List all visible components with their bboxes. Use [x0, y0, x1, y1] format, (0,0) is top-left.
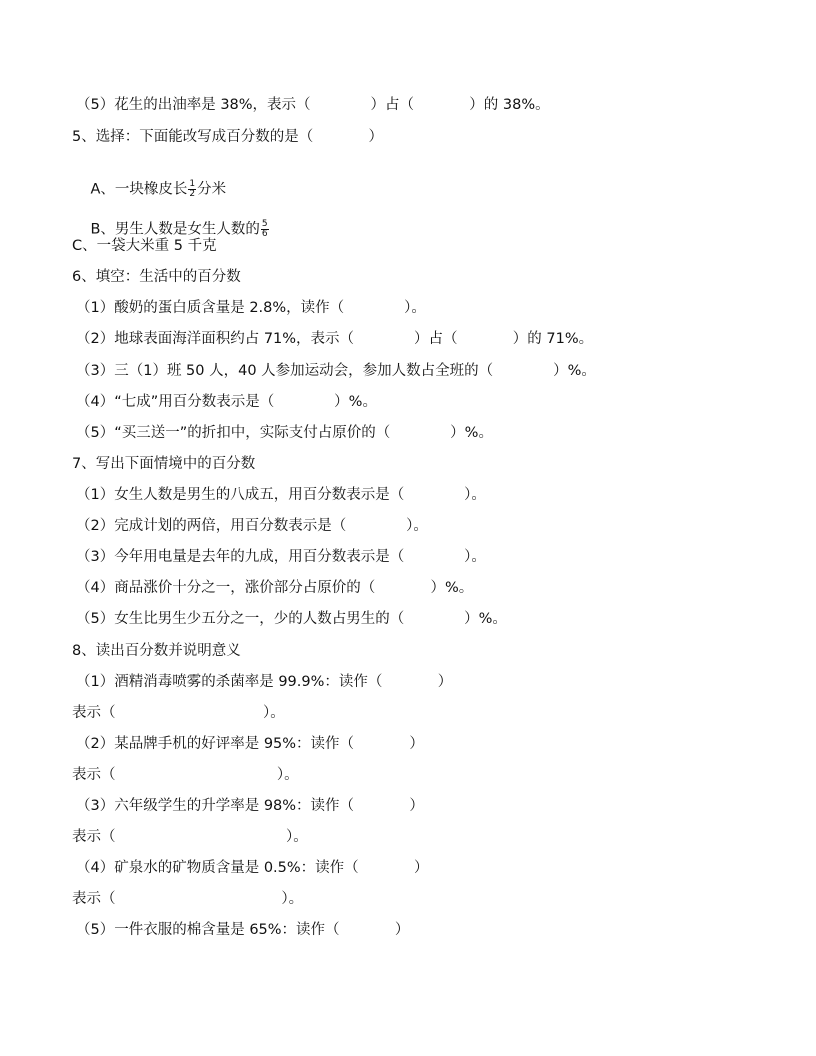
fraction-five-sixths [261, 220, 269, 239]
q6-item-4: （4）“七成”用百分数表示是（ ）%。 [76, 394, 377, 410]
q8-item-3-read: （3）六年级学生的升学率是 98%：读作（ ） [76, 798, 424, 814]
q7-heading: 7、写出下面情境中的百分数 [72, 456, 256, 472]
q6-item-3: （3）三（1）班 50 人，40 人参加运动会，参加人数占全班的（ ）%。 [76, 363, 596, 379]
q6-item-2: （2）地球表面海洋面积约占 71%，表示（ ）占（ ）的 71%。 [76, 331, 594, 347]
q8-heading: 8、读出百分数并说明意义 [72, 643, 241, 659]
fraction-numerator: 5 [261, 219, 268, 229]
option-b-text: B、男生人数是女生人数的 [90, 221, 260, 238]
q7-item-5: （5）女生比男生少五分之一，少的人数占男生的（ ）%。 [76, 611, 507, 627]
q4-item-5: （5）花生的出油率是 38%，表示（ ）占（ ）的 38%。 [76, 97, 550, 113]
q8-item-2-meaning: 表示（ ）。 [72, 767, 299, 783]
q8-item-5-read: （5）一件衣服的棉含量是 65%：读作（ ） [76, 922, 410, 938]
q5-heading: 5、选择：下面能改写成百分数的是（ ） [72, 129, 384, 145]
q8-item-4-read: （4）矿泉水的矿物质含量是 0.5%：读作（ ） [76, 860, 429, 876]
option-a-unit: 分米 [197, 181, 227, 198]
fraction-denominator: 6 [261, 229, 268, 239]
q8-item-4-meaning: 表示（ ）。 [72, 891, 304, 907]
q7-item-3: （3）今年用电量是去年的九成，用百分数表示是（ ）。 [76, 549, 486, 565]
q5-option-c: C、一袋大米重 5 千克 [72, 238, 217, 254]
fraction-one-half [188, 180, 196, 199]
fraction-numerator: 1 [189, 179, 196, 189]
q7-item-1: （1）女生人数是男生的八成五，用百分数表示是（ ）。 [76, 487, 486, 503]
q8-item-1-meaning: 表示（ ）。 [72, 705, 285, 721]
q8-item-3-meaning: 表示（ ）。 [72, 829, 308, 845]
q8-item-1-read: （1）酒精消毒喷雾的杀菌率是 99.9%：读作（ ） [76, 674, 453, 690]
q8-item-2-read: （2）某品牌手机的好评率是 95%：读作（ ） [76, 736, 424, 752]
q7-item-4: （4）商品涨价十分之一，涨价部分占原价的（ ）%。 [76, 580, 474, 596]
q6-item-5: （5）“买三送一”的折扣中，实际支付占原价的（ ）%。 [76, 425, 493, 441]
q6-heading: 6、填空：生活中的百分数 [72, 269, 241, 285]
option-a-text: A、一块橡皮长 [90, 181, 188, 198]
q6-item-1: （1）酸奶的蛋白质含量是 2.8%，读作（ ）。 [76, 300, 426, 316]
q7-item-2: （2）完成计划的两倍，用百分数表示是（ ）。 [76, 518, 428, 534]
fraction-denominator: 2 [189, 189, 196, 199]
